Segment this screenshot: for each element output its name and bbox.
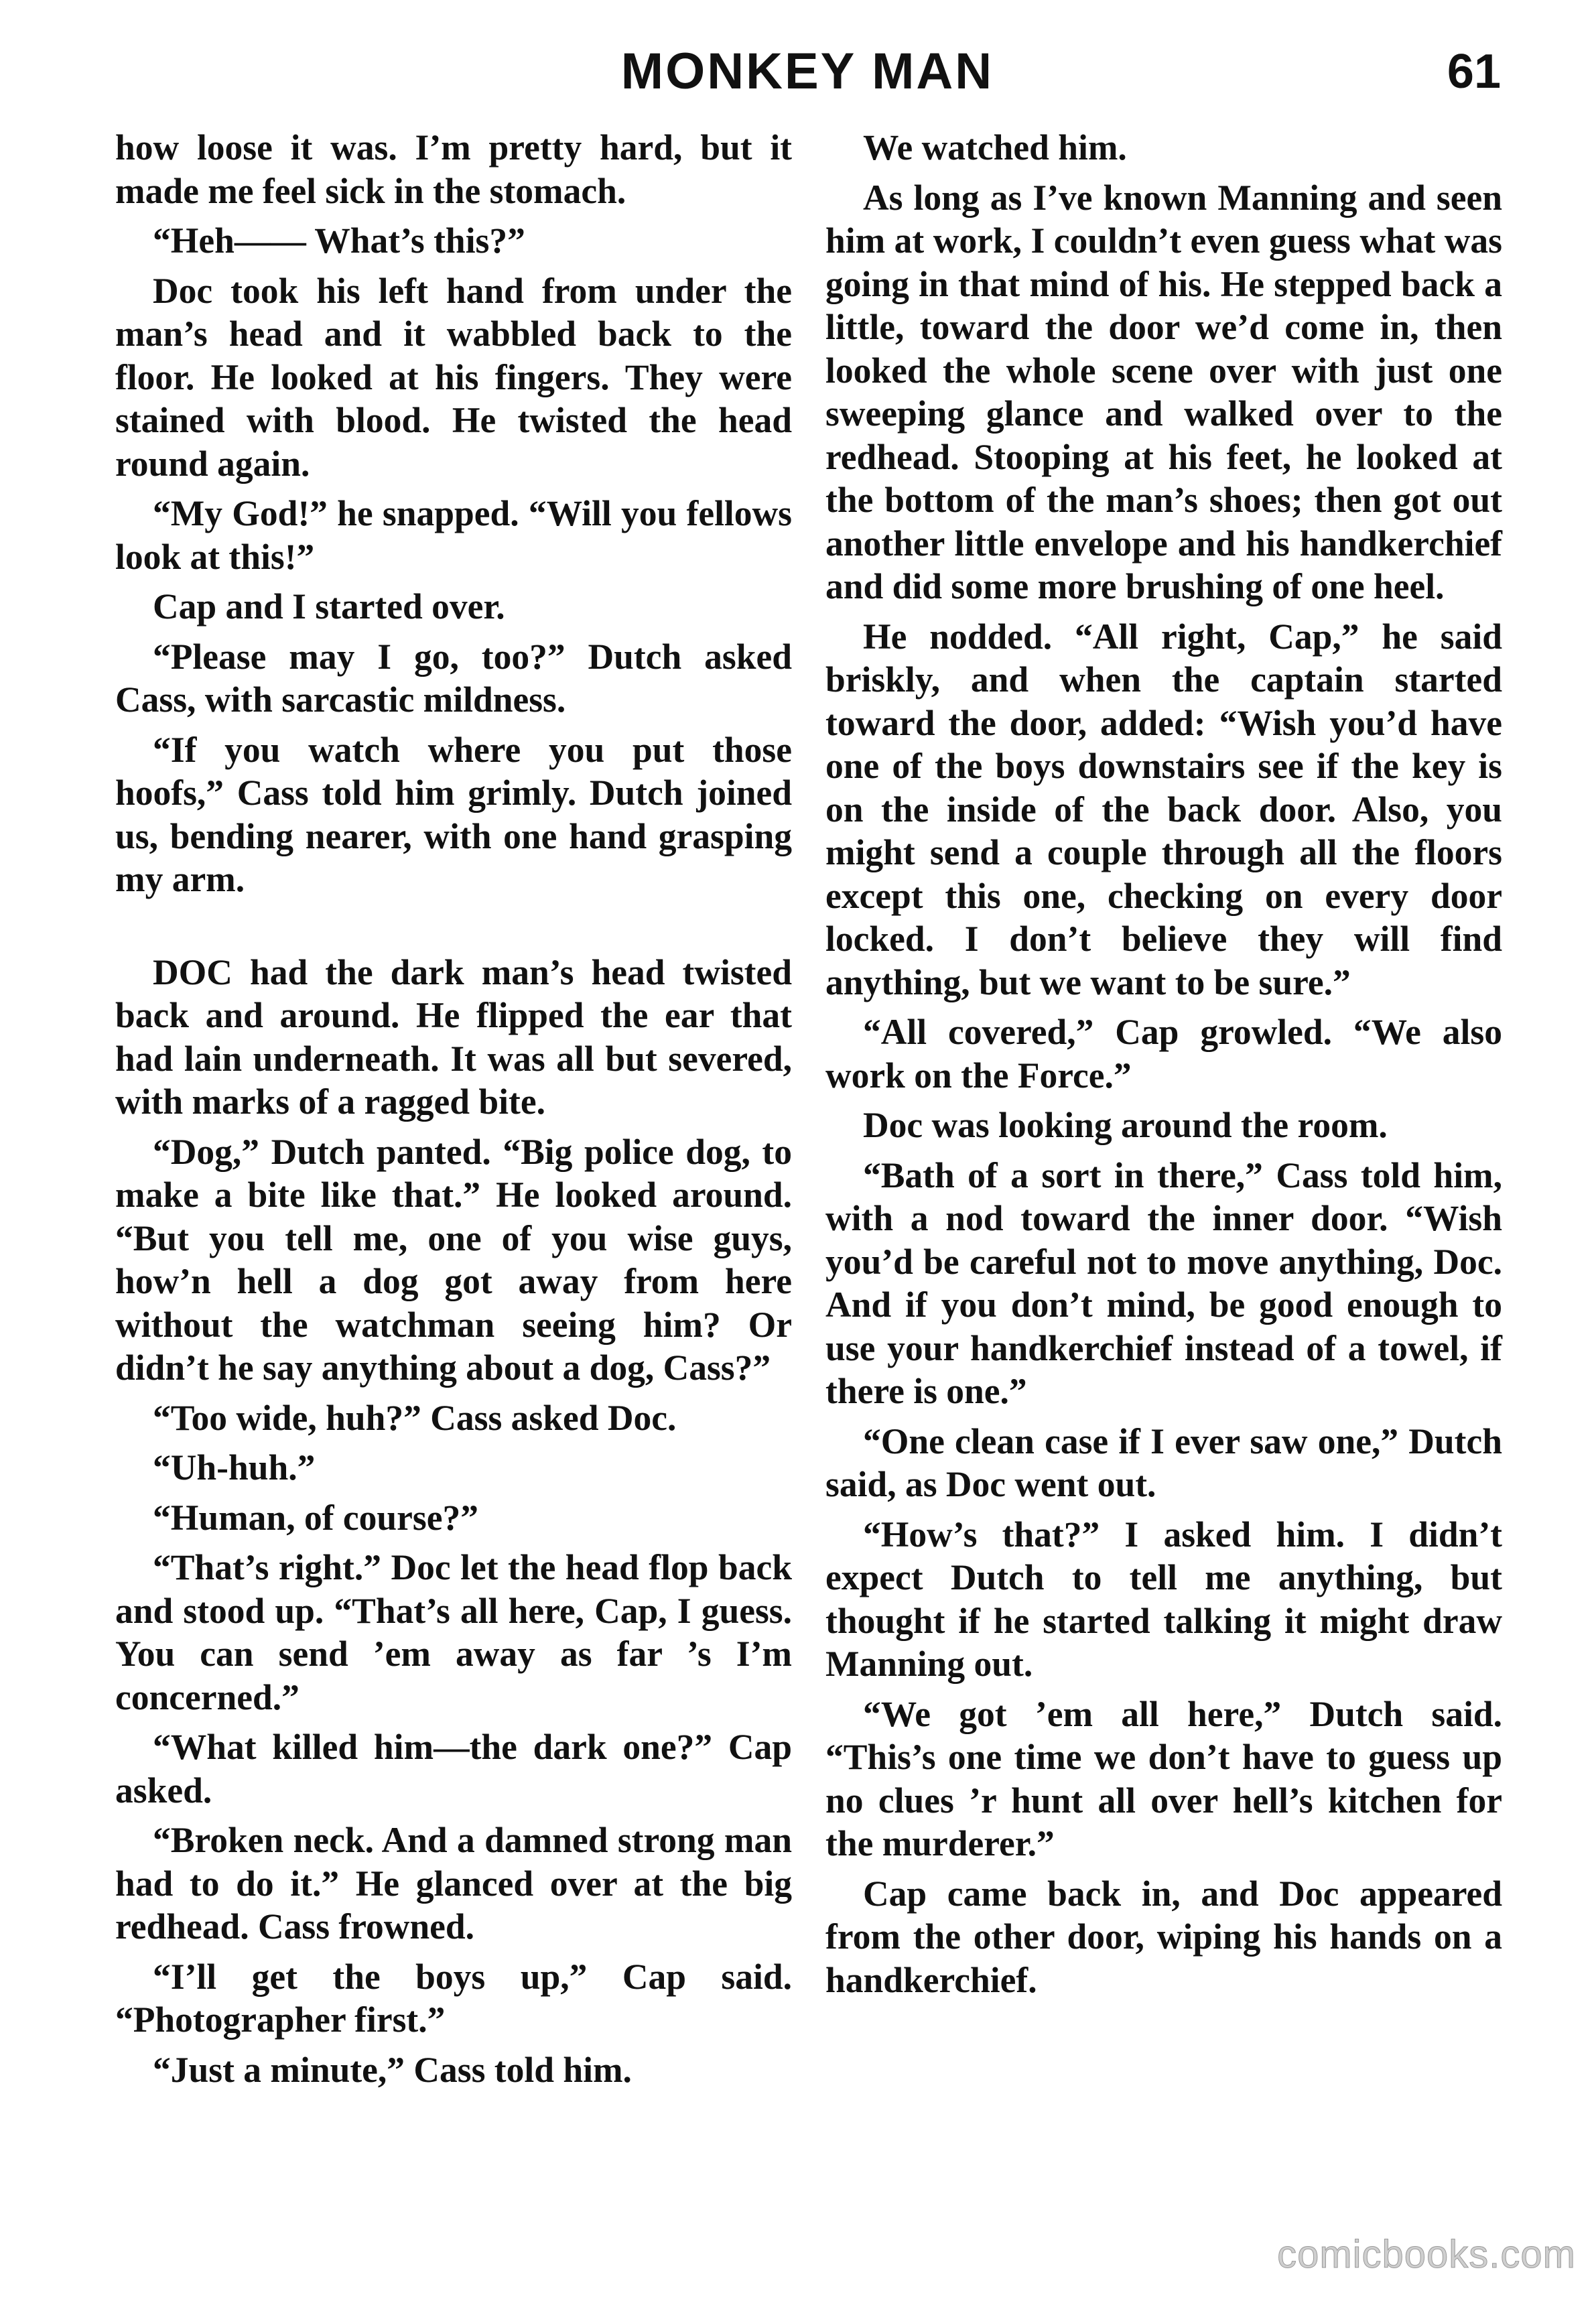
paragraph: “Bath of a sort in there,” Cass told him, with a nod toward the inner door. “Wish you’d be careful not to move anything, Doc. And if you don’t mind, be good enough to use your handkerchief instead of a towel, if there is one.” <box>825 1155 1502 1411</box>
right-column <box>825 126 1502 2008</box>
paragraph: “My God!” he snapped. “Will you fellows look at this!” <box>115 493 792 577</box>
paragraph: “All covered,” Cap growled. “We also work on the Force.” <box>825 1012 1502 1096</box>
paragraph: “How’s that?” I asked him. I didn’t expect Dutch to tell me anything, but thought if he started talking it might draw Manning out. <box>825 1514 1502 1684</box>
paragraph: As long as I’ve known Manning and seen him at work, I couldn’t even guess what was going in that mind of his. He stepped back a little, toward the door we’d come in, then looked the whole scene over with just one sweeping glance and walked over to the redhead. Stooping at his feet, he looked at the bottom of the man’s shoes; then got out another little envelope and his handkerchief and did some more brushing of one heel. <box>825 177 1502 606</box>
paragraph: Cap came back in, and Doc appeared from the other door, wiping his hands on a handkerchief. <box>825 1873 1502 2000</box>
page-number: 61 <box>1447 45 1501 99</box>
paragraph: “Just a minute,” Cass told him. <box>153 2049 632 2090</box>
paragraph: “We got ’em all here,” Dutch said. “This’s one time we don’t have to guess up no clues ’r hunt all over hell’s kitchen for the murderer.” <box>825 1693 1502 1863</box>
paragraph: how loose it was. I’m pretty hard, but it made me feel sick in the stomach. <box>115 127 792 211</box>
paragraph: “Too wide, huh?” Cass asked Doc. <box>153 1397 677 1438</box>
paragraph: “Please may I go, too?” Dutch asked Cass, with sarcastic mildness. <box>115 636 792 720</box>
paragraph: “Human, of course?” <box>153 1497 478 1538</box>
paragraph: “I’ll get the boys up,” Cap said. “Photographer first.” <box>115 1956 792 2040</box>
paragraph: “Heh—— What’s this?” <box>153 220 525 261</box>
paragraph: He nodded. “All right, Cap,” he said briskly, and when the captain started toward the door, added: “Wish you’d have one of the boys downstairs see if the key is on the inside of the back door. Also, you might send a couple through all the floors except this one, checking on every door locked. I don’t believe they will find anything, but we want to be sure.” <box>825 616 1502 1002</box>
section-start-paragraph: DOC had the dark man’s head twisted back and around. He flipped the ear that had lain underneath. It was all but severed, with marks of a ragged bite. <box>115 951 792 1122</box>
paragraph: “Dog,” Dutch panted. “Big police dog, to make a bite like that.” He looked around. “But you tell me, one of you wise guys, how’n hell a dog got away from here without the watchman seeing him? Or didn’t he say anything about a dog, Cass?” <box>115 1131 792 1388</box>
paragraph: Doc was looking around the room. <box>863 1105 1388 1145</box>
paragraph: We watched him. <box>863 127 1127 168</box>
paragraph: “Uh-huh.” <box>153 1447 316 1488</box>
paragraph: “That’s right.” Doc let the head flop back and stood up. “That’s all here, Cap, I guess. You can send ’em away as far ’s I’m concerned.” <box>115 1547 792 1717</box>
paragraph: “What killed him—the dark one?” Cap asked. <box>115 1727 792 1811</box>
running-title: MONKEY MAN <box>620 43 994 100</box>
paragraph: Doc took his left hand from under the man’s head and it wabbled back to the floor. He looked at his fingers. They were stained with blood. He twisted the head round again. <box>115 270 792 484</box>
paragraph: Cap and I started over. <box>153 586 505 627</box>
paragraph: “Broken neck. And a damned strong man had to do it.” He glanced over at the big redhead. Cass frowned. <box>115 1820 792 1947</box>
paragraph: “If you watch where you put those hoofs,” Cass told him grimly. Dutch joined us, bending nearer, with one hand grasping my arm. <box>115 729 792 899</box>
running-head <box>114 35 1501 109</box>
left-column <box>115 126 792 2098</box>
paragraph: “One clean case if I ever saw one,” Dutch said, as Doc went out. <box>825 1421 1502 1504</box>
watermark: comicbooks.com <box>1277 2233 1576 2276</box>
